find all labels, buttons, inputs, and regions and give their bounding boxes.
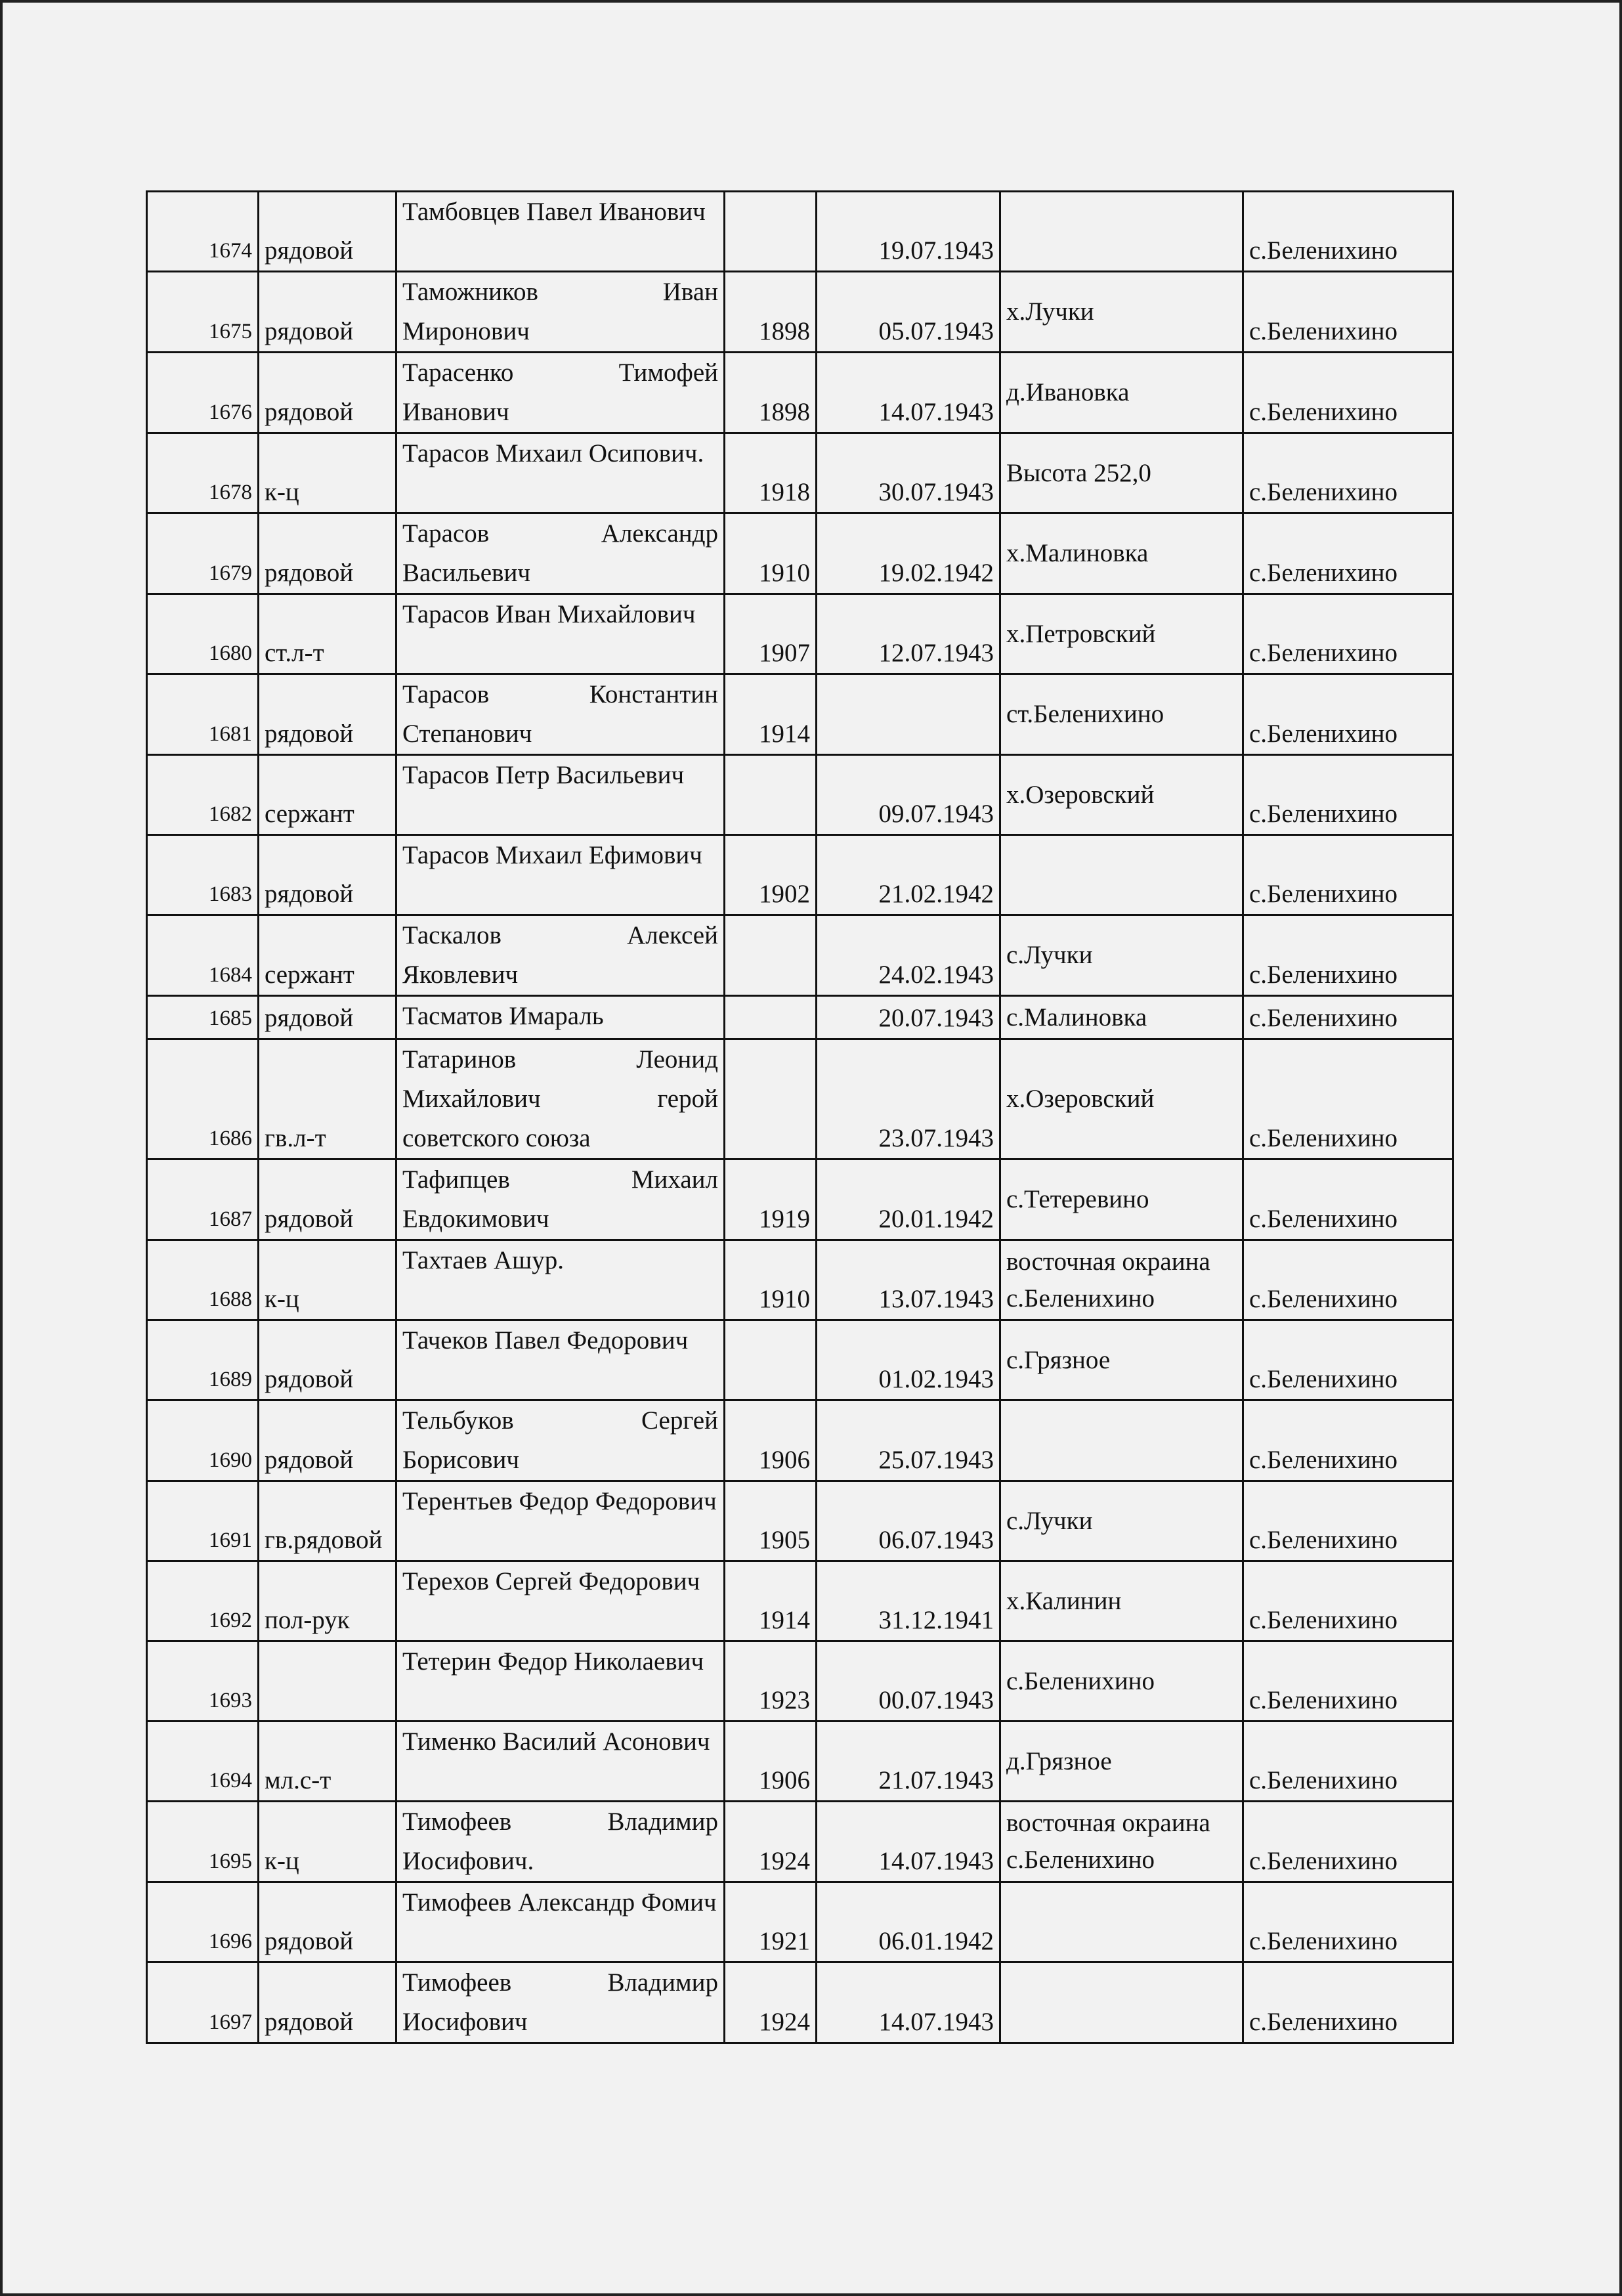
table-row	[147, 1641, 1453, 1722]
burial-place: с.Беленихино	[1243, 1039, 1453, 1159]
death-place: с.Грязное	[1000, 1320, 1243, 1400]
table-row	[147, 353, 1453, 433]
death-place	[1000, 1882, 1243, 1962]
death-date: 12.07.1943	[817, 594, 1000, 674]
record-number: 1683	[147, 835, 259, 915]
full-name	[396, 1159, 725, 1240]
table-row	[147, 1159, 1453, 1240]
burial-place: с.Беленихино	[1243, 835, 1453, 915]
full-name	[396, 755, 725, 835]
burial-place: с.Беленихино	[1243, 1722, 1453, 1802]
birth-year: 1918	[725, 433, 817, 513]
full-name	[396, 1320, 725, 1400]
full-name	[396, 1802, 725, 1882]
record-number: 1679	[147, 513, 259, 594]
death-place	[1000, 1962, 1243, 2043]
military-rank: сержант	[259, 755, 396, 835]
death-place: х.Лучки	[1000, 272, 1243, 353]
full-name-text: Тельбуков Сергей Борисович	[402, 1406, 718, 1474]
burial-place: с.Беленихино	[1243, 1400, 1453, 1481]
burial-place: с.Беленихино	[1243, 1320, 1453, 1400]
death-place: Высота 252,0	[1000, 433, 1243, 513]
record-number: 1686	[147, 1039, 259, 1159]
death-place: с.Лучки	[1000, 1481, 1243, 1561]
death-date: 21.07.1943	[817, 1722, 1000, 1802]
record-number: 1690	[147, 1400, 259, 1481]
record-number: 1678	[147, 433, 259, 513]
record-number: 1680	[147, 594, 259, 674]
birth-year: 1898	[725, 353, 817, 433]
record-number: 1693	[147, 1641, 259, 1722]
full-name	[396, 1962, 725, 2043]
full-name	[396, 1400, 725, 1481]
full-name-text: Тарасов Петр Васильевич	[402, 761, 685, 789]
death-place: с.Тетеревино	[1000, 1159, 1243, 1240]
burial-place: с.Беленихино	[1243, 1481, 1453, 1561]
full-name-text: Таскалов Алексей Яковлевич	[402, 921, 718, 989]
birth-year	[725, 755, 817, 835]
table-row	[147, 755, 1453, 835]
table-row	[147, 1320, 1453, 1400]
record-number: 1681	[147, 674, 259, 755]
full-name	[396, 272, 725, 353]
full-name-text: Терехов Сергей Федорович	[402, 1567, 700, 1595]
record-number: 1685	[147, 996, 259, 1039]
full-name	[396, 835, 725, 915]
full-name-text: Тарасов Александр Васильевич	[402, 519, 718, 587]
burial-place: с.Беленихино	[1243, 1802, 1453, 1882]
full-name	[396, 192, 725, 272]
death-place: х.Калинин	[1000, 1561, 1243, 1641]
full-name-text: Таможников Иван Миронович	[402, 278, 718, 345]
document-sheet	[146, 190, 1452, 2108]
table-row	[147, 1039, 1453, 1159]
burial-place: с.Беленихино	[1243, 1962, 1453, 2043]
death-date: 14.07.1943	[817, 353, 1000, 433]
burial-records-table	[146, 190, 1454, 2044]
table-row	[147, 594, 1453, 674]
death-date: 06.01.1942	[817, 1882, 1000, 1962]
record-number: 1676	[147, 353, 259, 433]
military-rank: рядовой	[259, 1320, 396, 1400]
death-date: 09.07.1943	[817, 755, 1000, 835]
birth-year	[725, 1039, 817, 1159]
death-date: 00.07.1943	[817, 1641, 1000, 1722]
death-place: восточная окраина с.Беленихино	[1000, 1240, 1243, 1320]
full-name	[396, 353, 725, 433]
death-place: х.Малиновка	[1000, 513, 1243, 594]
full-name-text: Тимофеев Владимир Иосифович.	[402, 1808, 718, 1875]
birth-year: 1923	[725, 1641, 817, 1722]
full-name	[396, 915, 725, 996]
death-date: 30.07.1943	[817, 433, 1000, 513]
table-row	[147, 996, 1453, 1039]
birth-year: 1910	[725, 513, 817, 594]
birth-year: 1921	[725, 1882, 817, 1962]
death-place: д.Ивановка	[1000, 353, 1243, 433]
full-name	[396, 433, 725, 513]
full-name	[396, 1240, 725, 1320]
full-name	[396, 1882, 725, 1962]
military-rank: рядовой	[259, 996, 396, 1039]
full-name-text: Тафипцев Михаил Евдокимович	[402, 1165, 718, 1233]
birth-year: 1924	[725, 1962, 817, 2043]
military-rank: рядовой	[259, 835, 396, 915]
military-rank: пол-рук	[259, 1561, 396, 1641]
military-rank: рядовой	[259, 1400, 396, 1481]
record-number: 1697	[147, 1962, 259, 2043]
birth-year	[725, 996, 817, 1039]
military-rank: к-ц	[259, 433, 396, 513]
birth-year: 1919	[725, 1159, 817, 1240]
death-place: х.Озеровский	[1000, 1039, 1243, 1159]
table-row	[147, 1962, 1453, 2043]
full-name-text: Тачеков Павел Федорович	[402, 1326, 689, 1354]
full-name	[396, 1641, 725, 1722]
full-name-text: Тарасов Константин Степанович	[402, 680, 718, 748]
military-rank: рядовой	[259, 192, 396, 272]
full-name-text: Тимофеев Александр Фомич	[402, 1888, 717, 1917]
military-rank: рядовой	[259, 674, 396, 755]
birth-year	[725, 1320, 817, 1400]
military-rank: ст.л-т	[259, 594, 396, 674]
military-rank: сержант	[259, 915, 396, 996]
burial-place: с.Беленихино	[1243, 755, 1453, 835]
table-row	[147, 433, 1453, 513]
death-place: с.Малиновка	[1000, 996, 1243, 1039]
death-date: 05.07.1943	[817, 272, 1000, 353]
burial-place: с.Беленихино	[1243, 996, 1453, 1039]
full-name	[396, 1481, 725, 1561]
table-row	[147, 1882, 1453, 1962]
full-name-text: Тасматов Имараль	[402, 1002, 604, 1030]
full-name-text: Тимофеев Владимир Иосифович	[402, 1968, 718, 2036]
birth-year: 1906	[725, 1400, 817, 1481]
birth-year: 1902	[725, 835, 817, 915]
death-date: 21.02.1942	[817, 835, 1000, 915]
death-date: 31.12.1941	[817, 1561, 1000, 1641]
burial-place: с.Беленихино	[1243, 272, 1453, 353]
death-date: 20.01.1942	[817, 1159, 1000, 1240]
record-number: 1692	[147, 1561, 259, 1641]
burial-place: с.Беленихино	[1243, 513, 1453, 594]
military-rank: гв.рядовой	[259, 1481, 396, 1561]
death-date: 23.07.1943	[817, 1039, 1000, 1159]
full-name-text: Тамбовцев Павел Иванович	[402, 198, 706, 226]
death-date: 20.07.1943	[817, 996, 1000, 1039]
death-date: 01.02.1943	[817, 1320, 1000, 1400]
table-row	[147, 272, 1453, 353]
table-row	[147, 192, 1453, 272]
burial-place: с.Беленихино	[1243, 1641, 1453, 1722]
table-row	[147, 1802, 1453, 1882]
death-place: с.Лучки	[1000, 915, 1243, 996]
burial-place: с.Беленихино	[1243, 674, 1453, 755]
burial-place: с.Беленихино	[1243, 1240, 1453, 1320]
death-date: 19.07.1943	[817, 192, 1000, 272]
burial-place: с.Беленихино	[1243, 353, 1453, 433]
military-rank: мл.с-т	[259, 1722, 396, 1802]
table-row	[147, 1561, 1453, 1641]
burial-place: с.Беленихино	[1243, 1159, 1453, 1240]
table-row	[147, 674, 1453, 755]
death-place: х.Озеровский	[1000, 755, 1243, 835]
full-name	[396, 513, 725, 594]
table-row	[147, 1481, 1453, 1561]
records-body	[147, 192, 1453, 2043]
burial-place: с.Беленихино	[1243, 433, 1453, 513]
birth-year	[725, 192, 817, 272]
birth-year	[725, 915, 817, 996]
full-name-text: Тарасенко Тимофей Иванович	[402, 358, 718, 426]
death-place: х.Петровский	[1000, 594, 1243, 674]
birth-year: 1898	[725, 272, 817, 353]
death-date: 14.07.1943	[817, 1962, 1000, 2043]
full-name	[396, 594, 725, 674]
record-number: 1684	[147, 915, 259, 996]
burial-place: с.Беленихино	[1243, 1561, 1453, 1641]
death-date: 06.07.1943	[817, 1481, 1000, 1561]
death-date: 13.07.1943	[817, 1240, 1000, 1320]
military-rank: к-ц	[259, 1802, 396, 1882]
military-rank: рядовой	[259, 1882, 396, 1962]
table-row	[147, 1240, 1453, 1320]
birth-year: 1910	[725, 1240, 817, 1320]
full-name-text: Тарасов Михаил Осипович.	[402, 439, 704, 467]
full-name	[396, 1039, 725, 1159]
table-row	[147, 835, 1453, 915]
military-rank: к-ц	[259, 1240, 396, 1320]
table-row	[147, 1400, 1453, 1481]
death-place: д.Грязное	[1000, 1722, 1243, 1802]
full-name	[396, 674, 725, 755]
record-number: 1675	[147, 272, 259, 353]
full-name	[396, 1561, 725, 1641]
death-date: 25.07.1943	[817, 1400, 1000, 1481]
record-number: 1687	[147, 1159, 259, 1240]
birth-year: 1914	[725, 674, 817, 755]
full-name-text: Тахтаев Ашур.	[402, 1246, 564, 1274]
burial-place: с.Беленихино	[1243, 1882, 1453, 1962]
military-rank: гв.л-т	[259, 1039, 396, 1159]
military-rank	[259, 1641, 396, 1722]
table-row	[147, 1722, 1453, 1802]
death-date: 14.07.1943	[817, 1802, 1000, 1882]
birth-year: 1906	[725, 1722, 817, 1802]
record-number: 1682	[147, 755, 259, 835]
full-name-text: Тетерин Федор Николаевич	[402, 1647, 704, 1676]
record-number: 1695	[147, 1802, 259, 1882]
record-number: 1688	[147, 1240, 259, 1320]
birth-year: 1924	[725, 1802, 817, 1882]
record-number: 1691	[147, 1481, 259, 1561]
burial-place: с.Беленихино	[1243, 192, 1453, 272]
death-place	[1000, 192, 1243, 272]
death-place: ст.Беленихино	[1000, 674, 1243, 755]
birth-year: 1907	[725, 594, 817, 674]
full-name	[396, 1722, 725, 1802]
record-number: 1696	[147, 1882, 259, 1962]
death-date: 19.02.1942	[817, 513, 1000, 594]
full-name-text: Тименко Василий Асонович	[402, 1727, 710, 1756]
burial-place: с.Беленихино	[1243, 915, 1453, 996]
burial-place: с.Беленихино	[1243, 594, 1453, 674]
full-name-text: Татаринов Леонид Михайлович герой советского союза	[402, 1045, 718, 1152]
full-name-text: Тарасов Михаил Ефимович	[402, 841, 702, 869]
death-place	[1000, 1400, 1243, 1481]
full-name-text: Терентьев Федор Федорович	[402, 1487, 717, 1515]
birth-year: 1914	[725, 1561, 817, 1641]
full-name-text: Тарасов Иван Михайлович	[402, 600, 696, 628]
death-place: восточная окраина с.Беленихино	[1000, 1802, 1243, 1882]
military-rank: рядовой	[259, 513, 396, 594]
death-place: с.Беленихино	[1000, 1641, 1243, 1722]
table-row	[147, 513, 1453, 594]
table-row	[147, 915, 1453, 996]
death-place	[1000, 835, 1243, 915]
military-rank: рядовой	[259, 1159, 396, 1240]
full-name	[396, 996, 725, 1039]
record-number: 1694	[147, 1722, 259, 1802]
military-rank: рядовой	[259, 353, 396, 433]
military-rank: рядовой	[259, 272, 396, 353]
death-date	[817, 674, 1000, 755]
record-number: 1689	[147, 1320, 259, 1400]
record-number: 1674	[147, 192, 259, 272]
birth-year: 1905	[725, 1481, 817, 1561]
military-rank: рядовой	[259, 1962, 396, 2043]
death-date: 24.02.1943	[817, 915, 1000, 996]
